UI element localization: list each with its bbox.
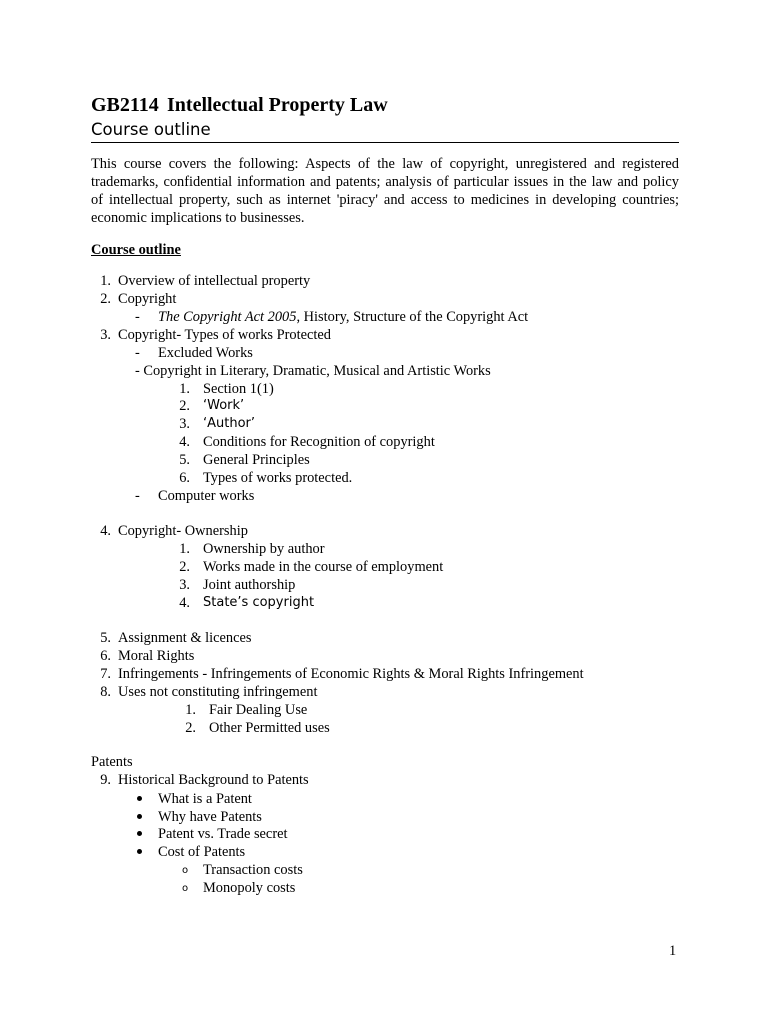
list-subitem: Ownership by author: [203, 541, 325, 557]
list-item: Moral Rights: [118, 648, 195, 664]
list-number: 5.: [179, 452, 190, 468]
list-number: 2.: [179, 398, 190, 414]
list-number: 1.: [100, 273, 111, 289]
list-number: 9.: [100, 772, 111, 788]
list-subitem: Transaction costs: [203, 862, 303, 878]
list-subitem: - Copyright in Literary, Dramatic, Musical and Artistic Works: [135, 363, 491, 379]
list-subitem: ‘Work’: [203, 398, 245, 413]
list-subitem: Why have Patents: [158, 809, 262, 825]
list-subitem: Section 1(1): [203, 381, 274, 397]
list-subitem: Works made in the course of employment: [203, 559, 444, 575]
list-dash: -: [135, 488, 140, 504]
list-number: 6.: [100, 648, 111, 664]
list-subitem: Types of works protected.: [203, 470, 353, 486]
list-subitem: Other Permitted uses: [209, 720, 330, 736]
intro-line: economic implications to businesses.: [91, 210, 305, 226]
list-subitem: Patent vs. Trade secret: [158, 826, 288, 842]
bullet-icon: [137, 814, 142, 819]
list-subitem: General Principles: [203, 452, 310, 468]
intro-line: of intellectual property, such as internet 'piracy' and access to medicines in developing countries;: [91, 192, 679, 208]
list-subitem: Monopoly costs: [203, 880, 296, 896]
intro-line: This course covers the following: Aspects of the law of copyright, unregistered and registered: [91, 156, 679, 172]
list-subitem: Computer works: [158, 488, 255, 504]
page-number: 1: [669, 943, 677, 959]
list-number: 1.: [185, 702, 196, 718]
bullet-icon: [137, 831, 142, 836]
list-item: Uses not constituting infringement: [118, 684, 318, 700]
list-number: 4.: [179, 434, 190, 450]
patents-label: Patents: [91, 754, 133, 770]
list-subitem: ‘Author’: [203, 416, 256, 431]
list-item: Infringements - Infringements of Economic Rights & Moral Rights Infringement: [118, 666, 584, 682]
bullet-icon: [137, 796, 142, 801]
list-subitem: Joint authorship: [203, 577, 296, 593]
list-item: Copyright: [118, 291, 177, 307]
list-number: 1.: [179, 381, 190, 397]
list-dash: -: [135, 345, 140, 361]
title-rule: [91, 142, 679, 143]
list-number: 3.: [179, 416, 190, 432]
course-code: GB2114: [91, 94, 159, 116]
list-number: 3.: [179, 577, 190, 593]
intro-line: trademarks, confidential information and patents; analysis of particular issues in the law and policy: [91, 174, 679, 190]
act-rest: , History, Structure of the Copyright Act: [296, 309, 529, 325]
course-title: Intellectual Property Law: [167, 94, 388, 116]
list-number: 2.: [179, 559, 190, 575]
list-item: Copyright- Types of works Protected: [118, 327, 331, 343]
list-number: 6.: [179, 470, 190, 486]
list-number: 7.: [100, 666, 111, 682]
list-number: 8.: [100, 684, 111, 700]
list-number: 3.: [100, 327, 111, 343]
circle-bullet-icon: o: [182, 865, 189, 876]
intro-paragraph: [91, 155, 679, 227]
list-item: Historical Background to Patents: [118, 772, 309, 788]
list-subitem: Conditions for Recognition of copyright: [203, 434, 435, 450]
list-number: 4.: [100, 523, 111, 539]
list-item: Overview of intellectual property: [118, 273, 311, 289]
list-number: 4.: [179, 595, 190, 611]
list-subitem: Excluded Works: [158, 345, 253, 361]
list-subitem: Fair Dealing Use: [209, 702, 308, 718]
document-title: [91, 93, 388, 117]
list-subitem: State’s copyright: [203, 595, 315, 610]
document-subtitle: Course outline: [91, 120, 211, 139]
list-number: 2.: [185, 720, 196, 736]
list-number: 2.: [100, 291, 111, 307]
list-item: Assignment & licences: [118, 630, 252, 646]
outline-heading: Course outline: [91, 242, 181, 258]
list-item: Copyright- Ownership: [118, 523, 248, 539]
list-subitem: [158, 308, 528, 326]
circle-bullet-icon: o: [182, 883, 189, 894]
list-subitem: Cost of Patents: [158, 844, 246, 860]
list-number: 5.: [100, 630, 111, 646]
bullet-icon: [137, 849, 142, 854]
list-dash: -: [135, 309, 140, 325]
list-subitem: What is a Patent: [158, 791, 252, 807]
act-title: The Copyright Act 2005: [158, 309, 297, 325]
list-number: 1.: [179, 541, 190, 557]
